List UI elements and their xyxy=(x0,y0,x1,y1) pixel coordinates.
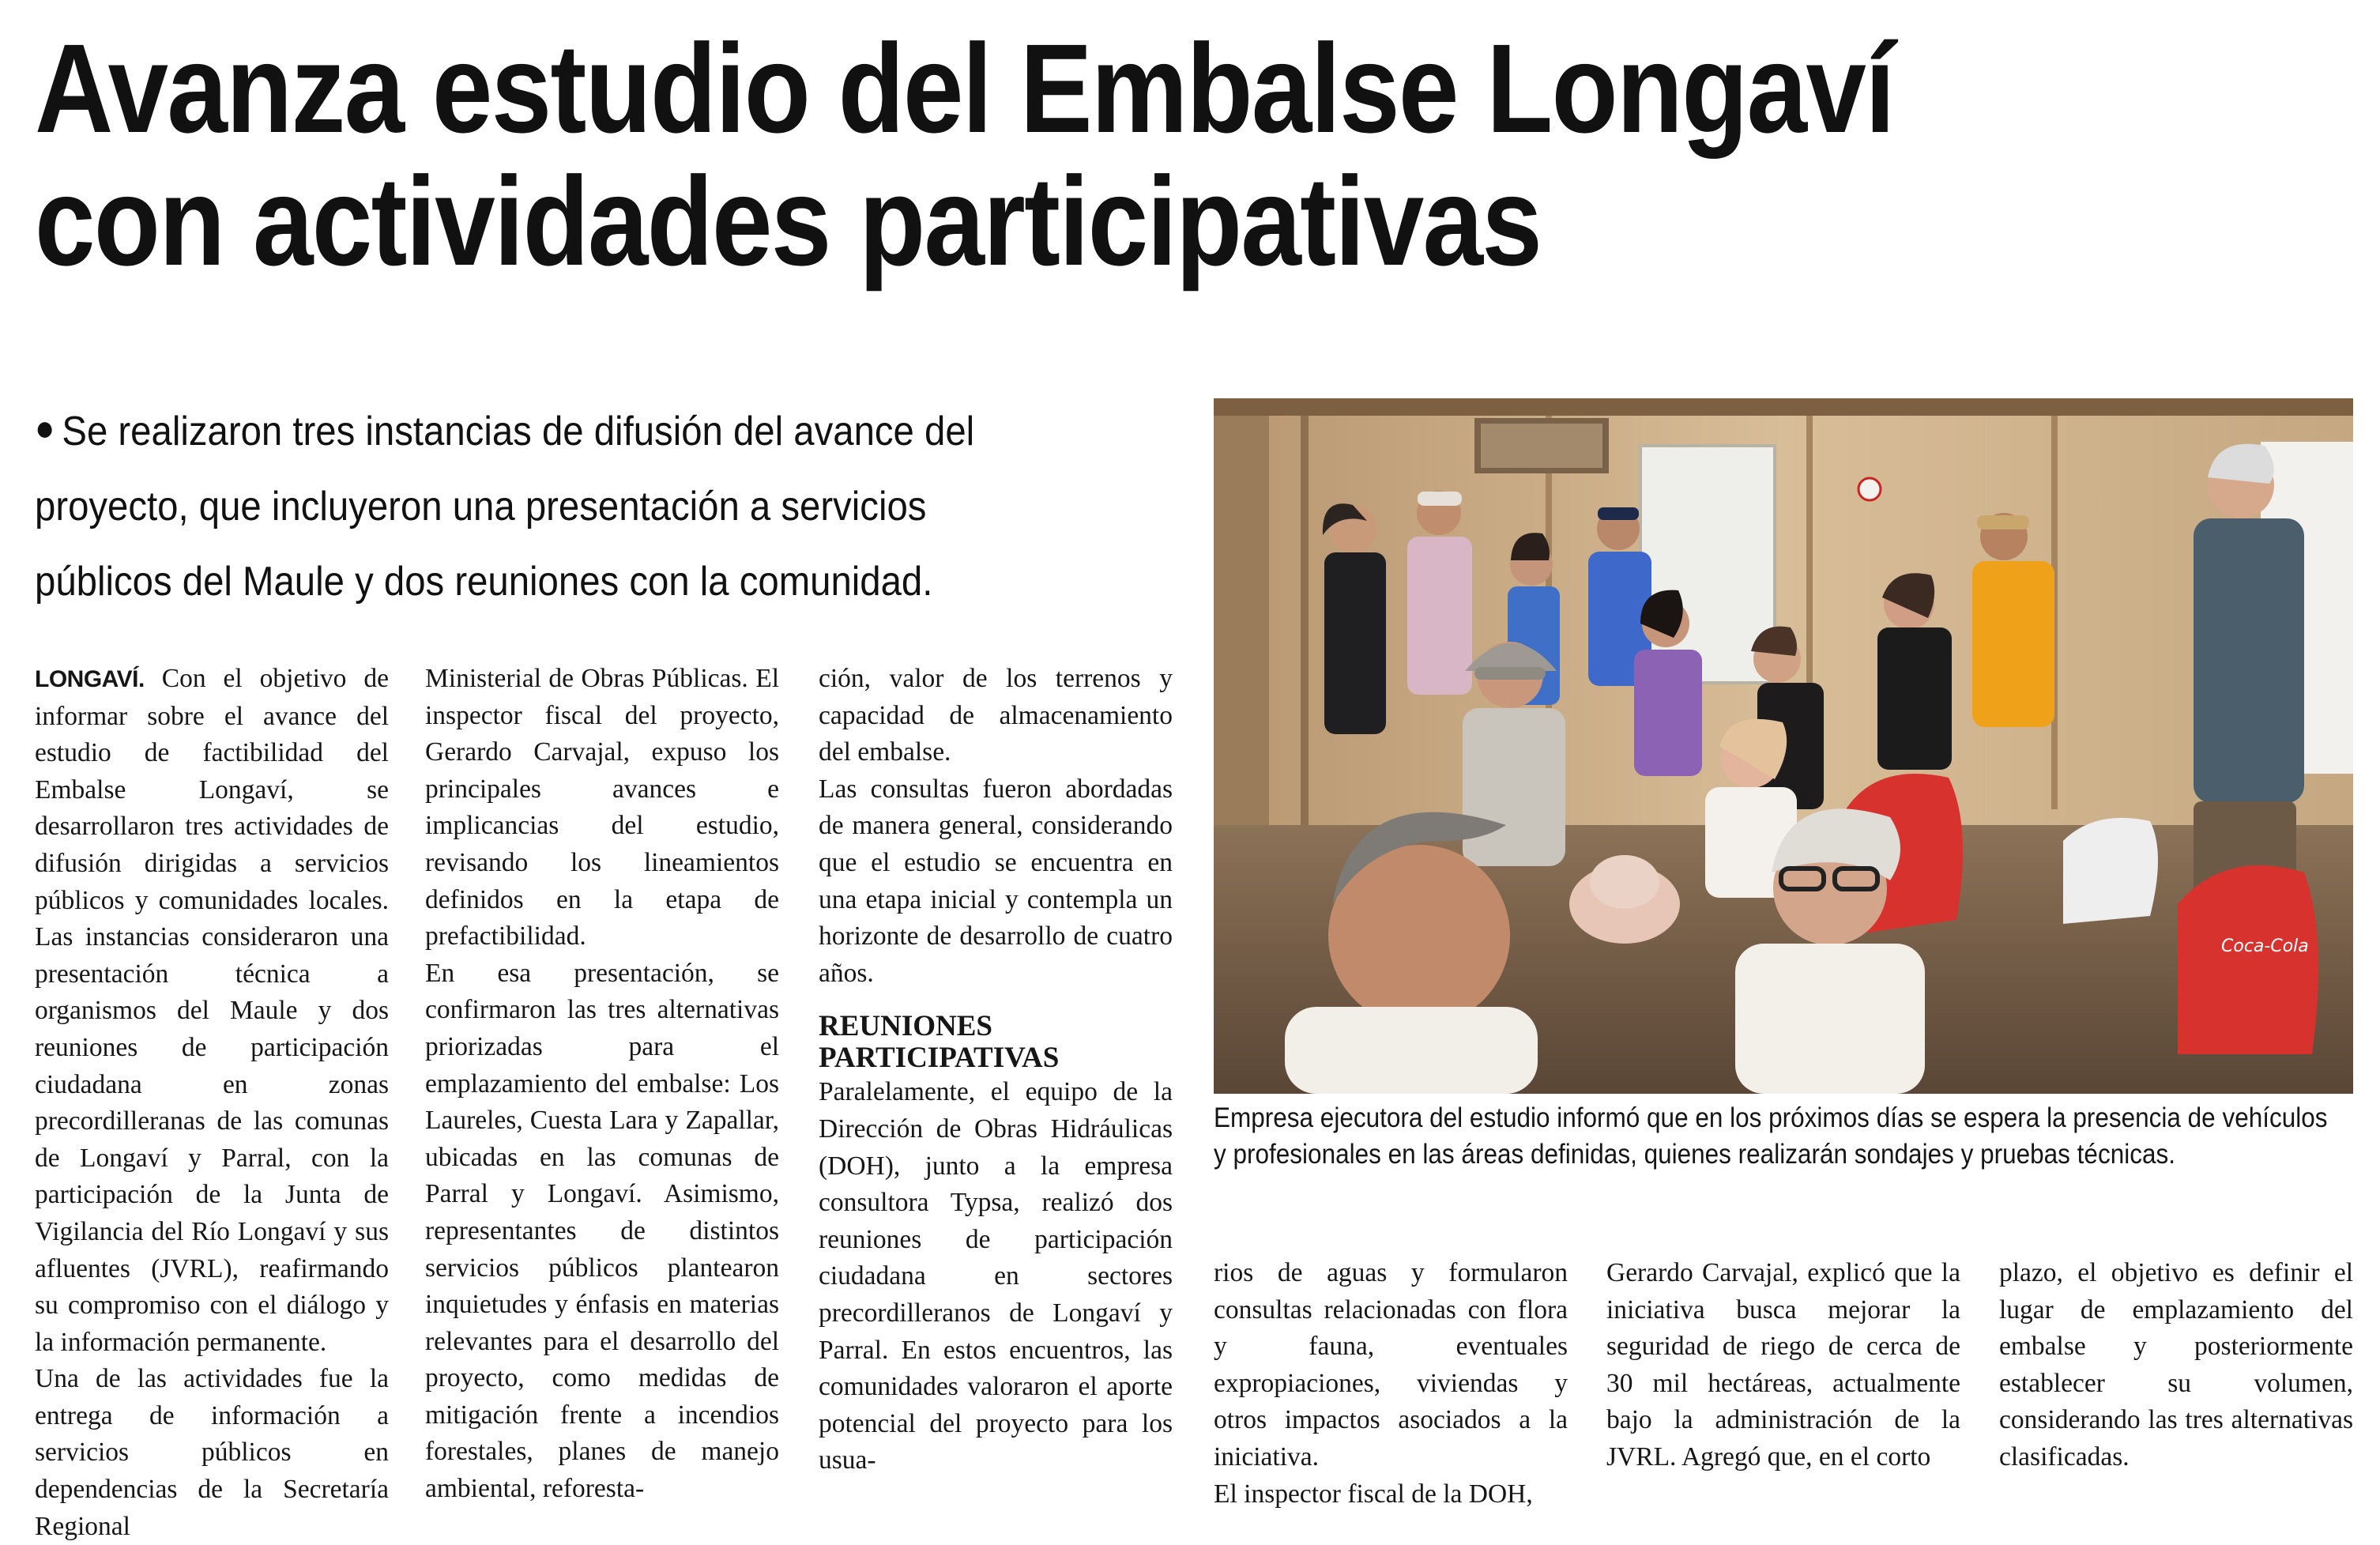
caption-line-1: Empresa ejecutora del estudio informó que en los próximos días se espera la presencia de vehículos xyxy=(1214,1102,2328,1133)
article-column-3 xyxy=(819,661,1173,1479)
news-photo xyxy=(1214,398,2353,1094)
article-paragraph: Una de las actividades fue la entrega de información a servicios públicos en dependencias de la Secretaría Regional xyxy=(35,1364,389,1541)
section-subhead xyxy=(819,1011,1173,1074)
article-paragraph: Ministerial de Obras Públicas. El inspector fiscal del proyecto, Gerardo Carvajal, expuso los principales avances e implicancias del estudio, revisando los lineamientos definidos en la etapa de prefactibilidad. xyxy=(425,664,779,951)
article-paragraph: Las consultas fueron abordadas de manera general, considerando que el estudio se encuentra en una etapa inicial y contempla un horizonte de desarrollo de cuatro años. xyxy=(819,774,1173,988)
subhead-line-2: PARTICIPATIVAS xyxy=(819,1042,1060,1075)
article-paragraph: Gerardo Carvajal, explicó que la iniciativa busca mejorar la seguridad de riego de cerca de 30 mil hectáreas, actualmente bajo la administración de la JVRL. Agregó que, en el corto xyxy=(1606,1258,1960,1472)
deck-line-1: Se realizaron tres instancias de difusión del avance del xyxy=(62,409,975,454)
article-column-1 xyxy=(35,661,389,1545)
article-paragraph: ción, valor de los terrenos y capacidad de almacenamiento del embalse. xyxy=(819,664,1173,767)
article-column-2 xyxy=(425,661,779,1508)
headline-line-1: Avanza estudio del Embalse Longaví xyxy=(35,17,1894,159)
deck-line-3: públicos del Maule y dos reuniones con la comunidad. xyxy=(35,559,933,605)
article-paragraph: Paralelamente, el equipo de la Dirección de Obras Hidráulicas (DOH), junto a la empresa consultora Typsa, realizó dos reuniones de participación ciudadana en sectores precordilleranos de Longaví y Parral. En estos encuentros, las comunidades valoraron el aporte potencial del proyecto para los usua- xyxy=(819,1077,1173,1475)
article-paragraph: El inspector fiscal de la DOH, xyxy=(1214,1479,1533,1509)
deck-summary xyxy=(35,390,1070,620)
article-column-6 xyxy=(1999,1255,2353,1476)
no-smoking-sign xyxy=(1858,478,1881,500)
coca-cola-logo: Coca-Cola xyxy=(2221,936,2309,956)
bullet-icon: ● xyxy=(35,407,55,448)
caption-line-2: y profesionales en las áreas definidas, quienes realizarán sondajes y pruebas técnicas. xyxy=(1214,1139,2175,1170)
deck-line-2: proyecto, que incluyeron una presentación a servicios xyxy=(35,484,927,529)
article-paragraph: En esa presentación, se confirmaron las tres alternativas priorizadas para el emplazamiento del embalse: Los Laureles, Cuesta Lara y Zapallar, ubicadas en las comunas de Parral y Longaví. Asimismo, representantes de distintos servicios públicos plantearon inquietudes y énfasis en materias relevantes para el desarrollo del proyecto, como medidas de mitigación frente a incendios forestales, planes de manejo ambiental, reforesta- xyxy=(425,958,779,1504)
photo-caption xyxy=(1214,1100,2328,1173)
article-paragraph xyxy=(35,661,389,1361)
article-paragraph: rios de aguas y formularon consultas relacionadas con flora y fauna, eventuales expropiaciones, viviendas y otros impactos asociados a la iniciativa. xyxy=(1214,1258,1568,1472)
subhead-line-1: REUNIONES xyxy=(819,1010,992,1043)
article-column-4 xyxy=(1214,1255,1568,1513)
photo-illustration xyxy=(1214,398,2353,1094)
headline-line-2: con actividades participativas xyxy=(35,150,1542,292)
article-paragraph: plazo, el objetivo es definir el lugar de emplazamiento del embalse y posteriormente establecer su volumen, considerando las tres alternativas clasificadas. xyxy=(1999,1258,2353,1472)
headline xyxy=(35,17,2032,292)
article-column-5 xyxy=(1606,1255,1960,1476)
dateline: LONGAVÍ. xyxy=(35,666,145,692)
article-text: Con el objetivo de informar sobre el avance del estudio de factibilidad del Embalse Longaví, se desarrollaron tres actividades de difusión dirigidas a servicios públicos y comunidades locales. Las instancias consideraron una presentación técnica a organismos del Maule y dos reuniones de participación ciudadana en zonas precordilleranas de las comunas de Longaví y Parral, con la participación de la Junta de Vigilancia del Río Longaví y sus afluentes (JVRL), reafirmando su compromiso con el diálogo y la información permanente. xyxy=(35,664,390,1357)
